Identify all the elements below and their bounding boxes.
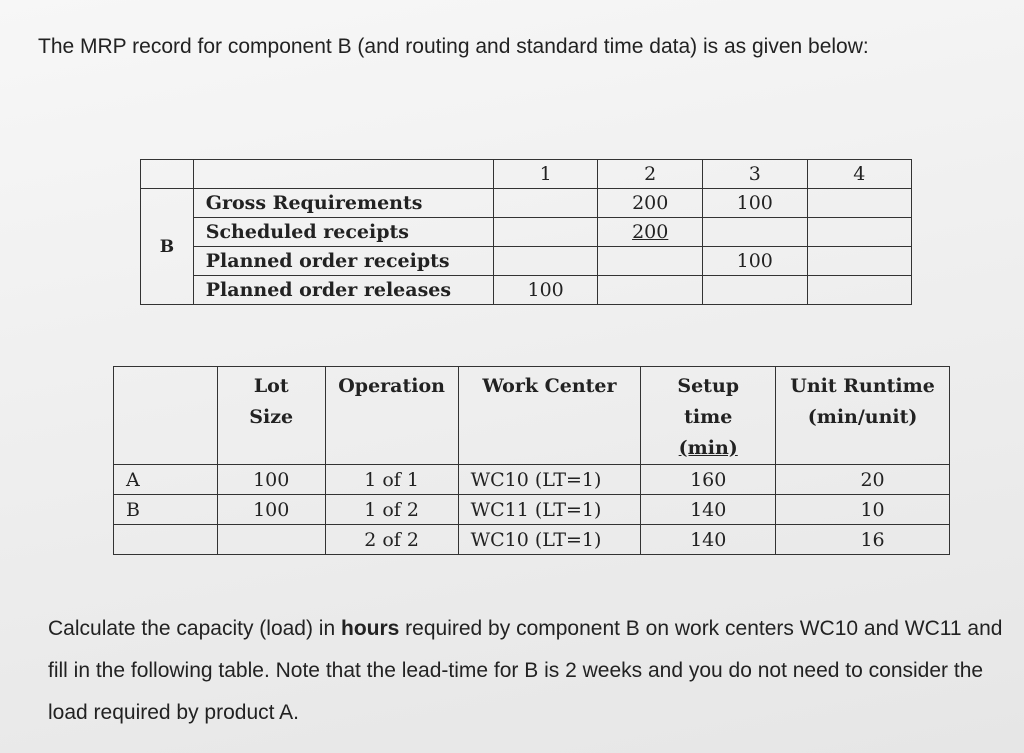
mrp-period-1: 1 [493, 160, 598, 189]
routing-operation-cell: 1 of 2 [325, 495, 458, 525]
routing-row-a [114, 465, 950, 495]
routing-operation-cell: 2 of 2 [325, 525, 458, 555]
mrp-row-planned-order-receipts [141, 247, 912, 276]
setup-header-line2: time [684, 406, 733, 428]
mrp-record-table [140, 159, 912, 305]
routing-work-center-cell: WC10 (LT=1) [458, 465, 641, 495]
routing-work-center-cell: WC10 (LT=1) [458, 525, 641, 555]
routing-setup-cell: 140 [641, 525, 776, 555]
mrp-cell: 200 [598, 189, 703, 218]
routing-item-cell [114, 525, 218, 555]
lot-header-line2: Size [249, 406, 294, 428]
routing-work-center-cell: WC11 (LT=1) [458, 495, 641, 525]
mrp-cell [493, 189, 598, 218]
setup-header-line1: Setup [677, 375, 740, 397]
mrp-cell: 100 [493, 276, 598, 305]
mrp-cell [807, 218, 911, 247]
mrp-cell [807, 247, 911, 276]
mrp-cell [807, 189, 911, 218]
routing-row-b [114, 495, 950, 525]
mrp-row-scheduled-receipts [141, 218, 912, 247]
routing-lot-cell: 100 [217, 495, 325, 525]
mrp-period-4: 4 [807, 160, 911, 189]
mrp-period-2: 2 [598, 160, 703, 189]
routing-operation-cell: 1 of 1 [325, 465, 458, 495]
question-text [48, 608, 1008, 734]
question-part1: Calculate the capacity (load) in [48, 617, 341, 640]
routing-item-cell: A [114, 465, 218, 495]
mrp-item-label: B [141, 189, 194, 305]
routing-lot-cell: 100 [217, 465, 325, 495]
mrp-row-label: Planned order releases [193, 276, 493, 305]
lot-header-line1: Lot [253, 375, 289, 397]
mrp-cell [702, 276, 807, 305]
question-bold-hours: hours [341, 617, 400, 640]
intro-text: The MRP record for component B (and routing and standard time data) is as given below: [38, 35, 869, 58]
mrp-cell [493, 218, 598, 247]
mrp-row-label: Planned order receipts [193, 247, 493, 276]
routing-item-cell: B [114, 495, 218, 525]
work-center-header-text: Work Center [482, 375, 617, 397]
mrp-cell [598, 247, 703, 276]
mrp-period-header-row [141, 160, 912, 189]
mrp-period-3: 3 [702, 160, 807, 189]
mrp-cell: 100 [702, 189, 807, 218]
mrp-cell [598, 276, 703, 305]
question-part2: required by component B on work centers WC10 and WC11 and fill in the following table. Note that the lead-time for B is 2 weeks and you do not need to consider the load required by product A. [48, 617, 1003, 724]
mrp-cell [702, 218, 807, 247]
mrp-row-label: Gross Requirements [193, 189, 493, 218]
routing-row-b-op2 [114, 525, 950, 555]
routing-setup-cell: 140 [641, 495, 776, 525]
routing-runtime-cell: 10 [776, 495, 950, 525]
setup-header-line3: (min) [678, 437, 738, 459]
mrp-row-planned-order-releases [141, 276, 912, 305]
mrp-cell: 100 [702, 247, 807, 276]
runtime-header-line1: Unit Runtime [790, 375, 935, 397]
routing-lot-cell [217, 525, 325, 555]
routing-setup-cell: 160 [641, 465, 776, 495]
runtime-header-line2: (min/unit) [807, 406, 918, 428]
routing-work-center-header [458, 367, 641, 465]
routing-table [113, 366, 950, 555]
mrp-cell [493, 247, 598, 276]
mrp-cell [807, 276, 911, 305]
mrp-label-header-cell [193, 160, 493, 189]
routing-operation-header [325, 367, 458, 465]
routing-lot-size-header [217, 367, 325, 465]
mrp-row-label: Scheduled receipts [193, 218, 493, 247]
mrp-corner-cell [141, 160, 194, 189]
operation-header-text: Operation [338, 375, 445, 397]
routing-runtime-cell: 20 [776, 465, 950, 495]
routing-setup-time-header [641, 367, 776, 465]
mrp-cell: 200 [598, 218, 703, 247]
routing-unit-runtime-header [776, 367, 950, 465]
mrp-row-gross-requirements [141, 189, 912, 218]
routing-header-row [114, 367, 950, 465]
routing-runtime-cell: 16 [776, 525, 950, 555]
routing-item-header [114, 367, 218, 465]
